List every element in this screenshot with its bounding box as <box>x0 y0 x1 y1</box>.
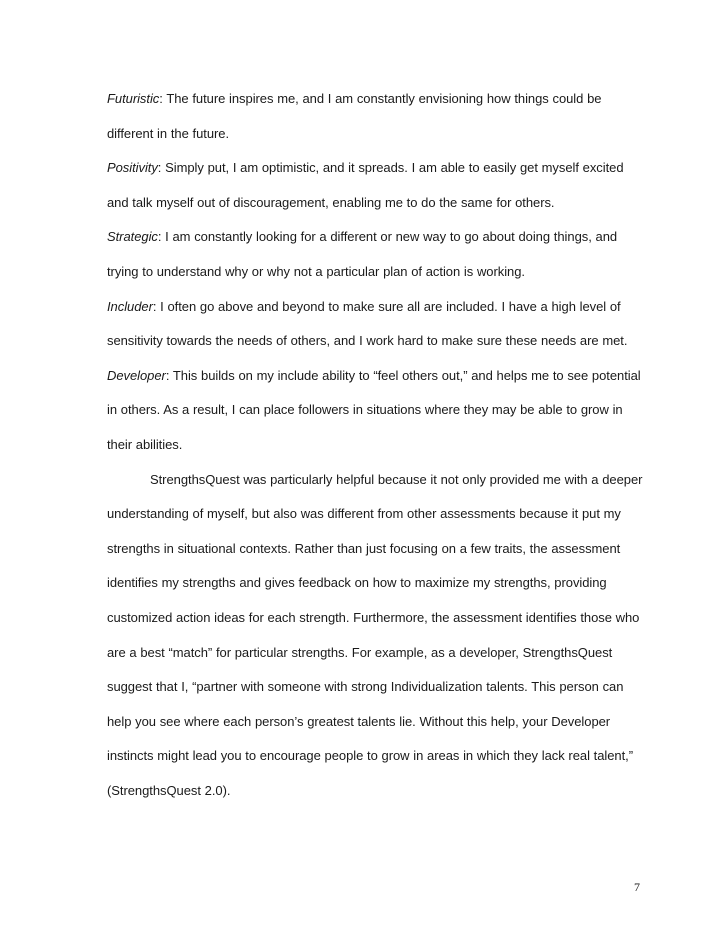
strength-term: Developer <box>107 367 166 383</box>
strength-developer <box>107 359 647 463</box>
strength-futuristic <box>107 82 647 151</box>
strength-term: Futuristic <box>107 91 160 106</box>
document-body <box>107 82 647 808</box>
strength-description: : I often go above and beyond to make sure all are included. I have a high level of sensitivity towards the needs of others, and I work hard to make sure these needs are met. <box>107 298 628 349</box>
strength-description: : The future inspires me, and I am constantly envisioning how things could be different in the future. <box>107 91 602 141</box>
strength-positivity <box>107 151 647 220</box>
strength-term: Strategic <box>107 229 158 245</box>
strength-strategic <box>107 220 647 289</box>
strength-term: Includer <box>107 298 153 314</box>
page-number: 7 <box>634 880 640 894</box>
strength-includer <box>107 290 647 359</box>
strength-description: : This builds on my include ability to “feel others out,” and helps me to see potential in others. As a result, I can place followers in situations where they may be able to grow in their abilities. <box>107 367 641 452</box>
strength-description: : Simply put, I am optimistic, and it spreads. I am able to easily get myself excited and talk myself out of discouragement, enabling me to do the same for others. <box>107 160 624 210</box>
strength-term: Positivity <box>107 160 158 176</box>
closing-paragraph: StrengthsQuest was particularly helpful because it not only provided me with a deeper understanding of myself, but also was different from other assessments because it put my strengths in situational contexts. Rather than just focusing on a few traits, the assessment identifies my strengths and gives feedback on how to maximize my strengths, providing customized action ideas for each strength. Furthermore, the assessment identifies those who are a best “match” for particular strengths. For example, as a developer, StrengthsQuest suggest that I, “partner with someone with strong Individualization talents. This person can help you see where each person’s greatest talents lie. Without this help, your Developer instincts might lead you to encourage people to grow in areas in which they lack real talent,” (StrengthsQuest 2.0). <box>107 471 643 798</box>
strength-description: : I am constantly looking for a different or new way to go about doing things, and trying to understand why or why not a particular plan of action is working. <box>107 229 618 279</box>
